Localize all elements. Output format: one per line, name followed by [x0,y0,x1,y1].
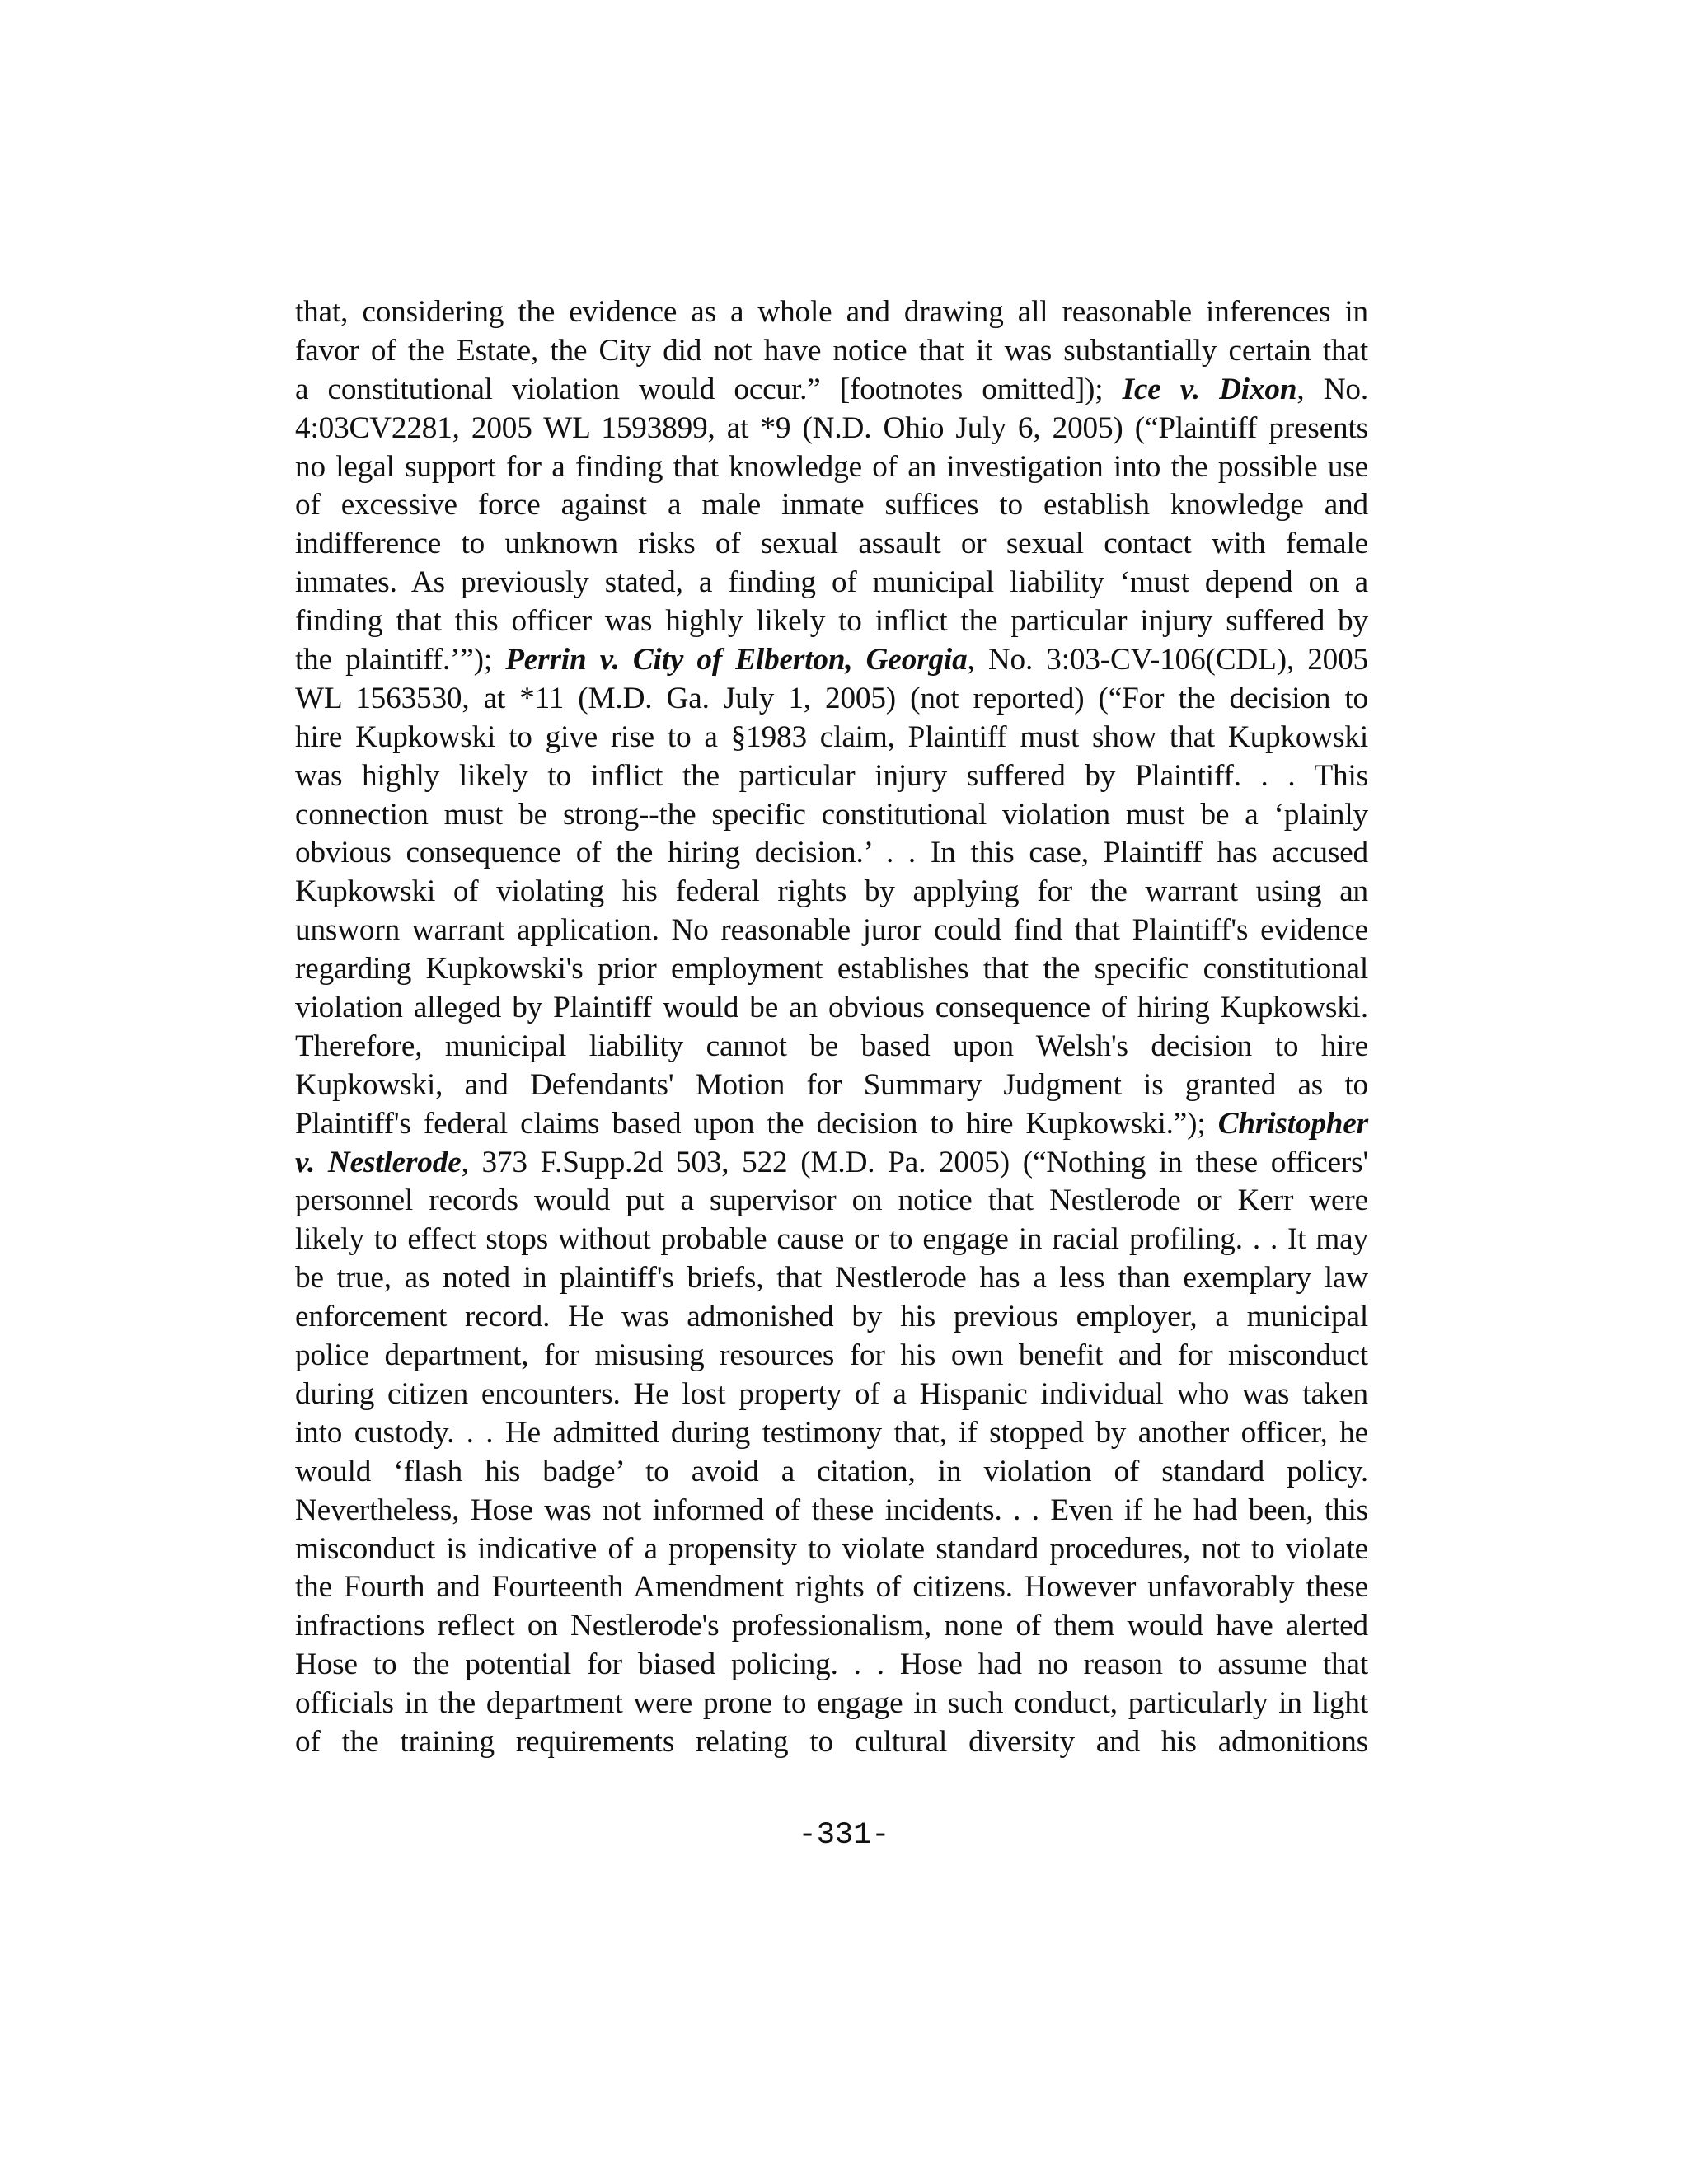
text-segment: hire Kupkowski to give rise to a §1983 claim, Plaintiff must show that Kupkowski [295,719,1368,754]
text-segment: Nevertheless, Hose was not informed of these incidents. . . Even if he had been, this [295,1493,1368,1527]
text-line [295,912,1368,950]
text-segment: the plaintiff.’”); [295,643,506,677]
text-line [295,1568,1368,1607]
page-number: -331- [798,1818,890,1853]
text-line [295,680,1368,719]
text-segment: no legal support for a finding that knowledge of an investigation into the possible use [295,449,1368,484]
text-segment: Hose to the potential for biased policing. . . Hose had no reason to assume that [295,1647,1368,1682]
text-line [295,1685,1368,1723]
text-segment: WL 1563530, at *11 (M.D. Ga. July 1, 2005) (not reported) (“For the decision to [295,681,1368,715]
body-paragraph [295,293,1368,1762]
text-line [295,525,1368,564]
text-line [295,1530,1368,1569]
text-line [295,1376,1368,1414]
text-line [295,989,1368,1028]
case-citation: Christopher [1217,1106,1368,1141]
text-segment: infractions reflect on Nestlerode's professionalism, none of them would have alerted [295,1609,1368,1643]
text-segment: personnel records would put a supervisor on notice that Nestlerode or Kerr were [295,1183,1368,1218]
text-line [295,719,1368,757]
text-segment: was highly likely to inflict the particular injury suffered by Plaintiff. . . This [295,758,1368,793]
text-line [295,757,1368,796]
text-segment: be true, as noted in plaintiff's briefs, that Nestlerode has a less than exemplary law [295,1261,1368,1296]
text-segment: during citizen encounters. He lost property of a Hispanic individual who was taken [295,1376,1368,1411]
text-line [295,602,1368,641]
text-line [295,371,1368,410]
text-segment: inmates. As previously stated, a finding of municipal liability ‘must depend on a [295,565,1368,600]
text-segment: obvious consequence of the hiring decision.’ . . In this case, Plaintiff has accused [295,836,1368,870]
text-segment: officials in the department were prone to engage in such conduct, particularly in light [295,1686,1368,1721]
text-segment: that, considering the evidence as a whole and drawing all reasonable inferences in [295,295,1368,329]
text-segment: unsworn warrant application. No reasonable juror could find that Plaintiff's evidence [295,913,1368,948]
text-line [295,1492,1368,1530]
text-line [295,293,1368,332]
text-line [295,1144,1368,1183]
text-line [295,1453,1368,1492]
text-line [295,796,1368,835]
text-segment: misconduct is indicative of a propensity to violate standard procedures, not to violate [295,1531,1368,1566]
text-segment: police department, for misusing resources for his own benefit and for misconduct [295,1338,1368,1373]
text-line [295,950,1368,989]
text-line [295,1414,1368,1453]
text-line [295,410,1368,448]
text-segment: indifference to unknown risks of sexual assault or sexual contact with female [295,527,1368,561]
text-segment: into custody. . . He admitted during testimony that, if stopped by another officer, he [295,1415,1368,1450]
text-segment: of the training requirements relating to cultural diversity and his admonitions [295,1724,1368,1759]
text-line [295,1066,1368,1105]
text-line [295,1298,1368,1337]
text-segment: , No. [1296,372,1368,406]
text-segment: violation alleged by Plaintiff would be an obvious consequence of hiring Kupkowski. [295,991,1368,1025]
text-segment: favor of the Estate, the City did not have notice that it was substantially certain that [295,333,1368,368]
text-line [295,873,1368,912]
text-line [295,1259,1368,1298]
text-segment: the Fourth and Fourteenth Amendment rights of citizens. However unfavorably these [295,1570,1368,1605]
text-segment: , No. 3:03-CV-106(CDL), 2005 [967,643,1368,677]
text-line [295,641,1368,680]
text-segment: Plaintiff's federal claims based upon the decision to hire Kupkowski.”); [295,1106,1218,1141]
text-segment: would ‘flash his badge’ to avoid a citation, in violation of standard policy. [295,1454,1368,1488]
text-line [295,564,1368,602]
text-line [295,1182,1368,1221]
case-citation: Perrin v. City of Elberton, Georgia [505,643,968,677]
text-line [295,332,1368,371]
text-segment: a constitutional violation would occur.” [footnotes omitted]); [295,372,1123,406]
text-line [295,1028,1368,1066]
text-segment: finding that this officer was highly likely to inflict the particular injury suffered by [295,604,1368,639]
text-line [295,1723,1368,1762]
text-line [295,1646,1368,1685]
text-line [295,1607,1368,1646]
text-line [295,834,1368,873]
text-line [295,1337,1368,1376]
text-segment: enforcement record. He was admonished by his previous employer, a municipal [295,1300,1368,1334]
text-segment: Kupkowski of violating his federal rights by applying for the warrant using an [295,874,1368,909]
text-line [295,1105,1368,1144]
text-segment: Kupkowski, and Defendants' Motion for Summary Judgment is granted as to [295,1067,1368,1102]
text-segment: regarding Kupkowski's prior employment establishes that the specific constitutional [295,952,1368,987]
text-segment: connection must be strong--the specific constitutional violation must be a ‘plainly [295,797,1368,832]
text-line [295,1221,1368,1259]
text-line [295,448,1368,487]
case-citation: Ice v. Dixon [1122,372,1297,406]
text-segment: of excessive force against a male inmate suffices to establish knowledge and [295,488,1368,523]
text-segment: , 373 F.Supp.2d 503, 522 (M.D. Pa. 2005) (“Nothing in these officers' [461,1145,1369,1179]
text-line [295,486,1368,525]
case-citation: v. Nestlerode [295,1145,462,1179]
text-segment: likely to effect stops without probable cause or to engage in racial profiling. . . It may [295,1222,1368,1257]
text-segment: Therefore, municipal liability cannot be based upon Welsh's decision to hire [295,1029,1368,1063]
text-segment: 4:03CV2281, 2005 WL 1593899, at *9 (N.D. Ohio July 6, 2005) (“Plaintiff presents [295,410,1368,445]
